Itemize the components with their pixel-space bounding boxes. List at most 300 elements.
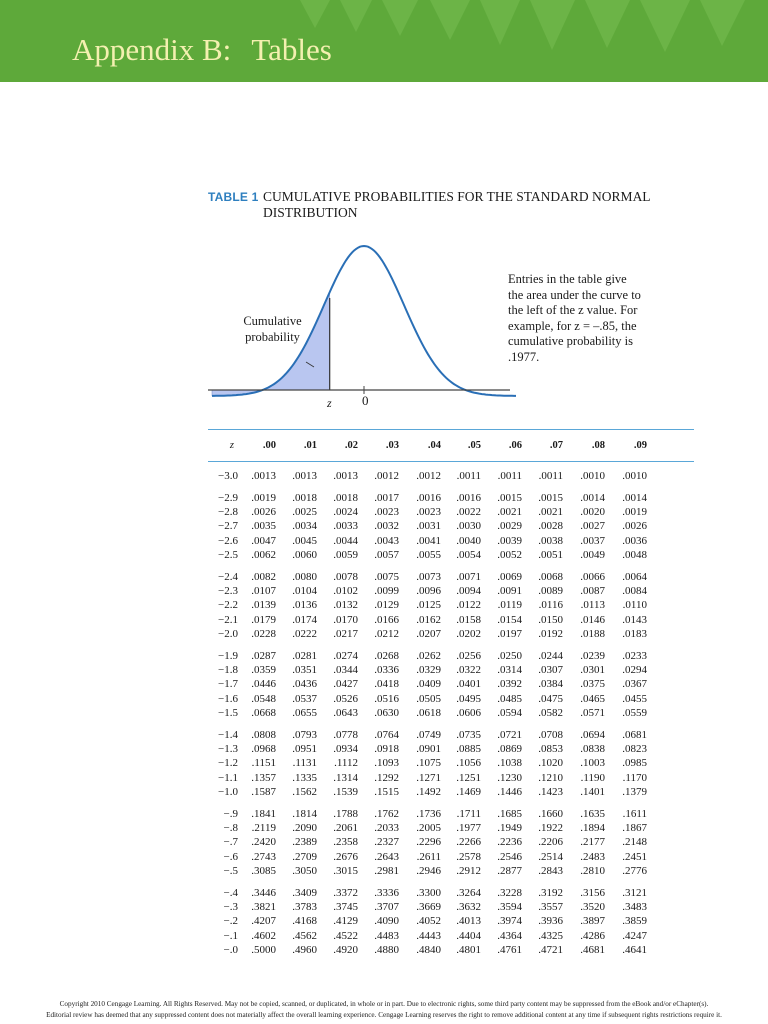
column-header: .09 <box>633 440 647 451</box>
table-cell: .1401 <box>580 785 605 798</box>
table-cell: .0012 <box>374 470 399 482</box>
table-cell: .0011 <box>538 470 563 482</box>
table-cell: .2420 <box>251 836 276 849</box>
table-cell: .0985 <box>622 757 647 770</box>
table-z-value: −.8 <box>223 822 238 835</box>
table-cell: .3015 <box>333 864 358 877</box>
table-cell: .0392 <box>497 678 522 691</box>
table-cell: .0038 <box>538 534 563 547</box>
table-z-value: −2.6 <box>218 534 238 547</box>
table-cell: .3974 <box>497 915 522 928</box>
table-row <box>208 930 694 943</box>
table-cell: .3669 <box>416 901 441 914</box>
table-cell: .4013 <box>456 915 481 928</box>
table-row <box>208 549 694 562</box>
table-cell: .0020 <box>580 506 605 519</box>
table-cell: .0192 <box>538 627 563 640</box>
table-cell: .3372 <box>333 887 358 899</box>
table-cell: .0013 <box>333 470 358 482</box>
table-cell: .1949 <box>497 822 522 835</box>
table-cell: .0901 <box>416 743 441 756</box>
table-cell: .0014 <box>580 492 605 504</box>
table-cell: .1131 <box>292 757 317 770</box>
table-row <box>208 757 694 770</box>
table-cell: .2005 <box>416 822 441 835</box>
table-cell: .3520 <box>580 901 605 914</box>
table-row <box>208 743 694 756</box>
table-cell: .1635 <box>580 808 605 820</box>
copyright-footer <box>0 999 768 1021</box>
table-cell: .0808 <box>251 729 276 741</box>
table-cell: .0021 <box>497 506 522 519</box>
table-cell: .4168 <box>292 915 317 928</box>
table-row <box>208 678 694 691</box>
table-cell: .0228 <box>251 627 276 640</box>
table-cell: .0011 <box>456 470 481 482</box>
table-cell: .0047 <box>251 534 276 547</box>
table-cell: .0571 <box>580 706 605 719</box>
table-cell: .0013 <box>251 470 276 482</box>
table-cell: .0044 <box>333 534 358 547</box>
table-cell: .0087 <box>580 585 605 598</box>
table-z-value: −2.4 <box>218 571 238 583</box>
table-row <box>208 470 694 483</box>
table-cell: .3409 <box>292 887 317 899</box>
table-row <box>208 571 694 584</box>
table-row <box>208 729 694 742</box>
table-z-value: −2.8 <box>218 506 238 519</box>
table-cell: .0188 <box>580 627 605 640</box>
appendix-label: Appendix B: <box>72 32 232 67</box>
table-cell: .1515 <box>374 785 399 798</box>
table-cell: .4602 <box>251 929 276 942</box>
table-z-value: −2.5 <box>218 548 238 561</box>
table-cell: .0427 <box>333 678 358 691</box>
table-z-value: −1.6 <box>218 692 238 705</box>
table-top-rule <box>208 429 694 430</box>
table-cell: .0026 <box>622 520 647 533</box>
table-row <box>208 614 694 627</box>
table-explanation: Entries in the table give the area under the curve to the left of the z value. For example, for z = –.85, the cumulative probability is .1977. <box>508 272 641 364</box>
table-cell: .0033 <box>333 520 358 533</box>
table-cell: .0071 <box>456 571 481 583</box>
table-cell: .0250 <box>497 650 522 662</box>
table-row <box>208 915 694 928</box>
table-cell: .0039 <box>497 534 522 547</box>
table-z-value: −1.2 <box>218 757 238 770</box>
table-cell: .1788 <box>333 808 358 820</box>
appendix-title: Tables <box>251 32 332 67</box>
table-cell: .1093 <box>374 757 399 770</box>
table-cell: .1977 <box>456 822 481 835</box>
table-cell: .0139 <box>251 599 276 612</box>
table-z-value: −1.0 <box>218 785 238 798</box>
table-cell: .0122 <box>456 599 481 612</box>
table-cell: .0329 <box>416 664 441 677</box>
table-row <box>208 520 694 533</box>
table-cell: .0537 <box>292 692 317 705</box>
table-z-value: −.0 <box>223 943 238 956</box>
table-z-value: −2.0 <box>218 627 238 640</box>
table-row <box>208 707 694 720</box>
table-cell: .0606 <box>456 706 481 719</box>
table-cell: .0359 <box>251 664 276 677</box>
column-header: .02 <box>344 440 358 451</box>
table-cell: .0764 <box>374 729 399 741</box>
table-cell: .4761 <box>497 943 522 956</box>
table-cell: .0080 <box>292 571 317 583</box>
table-cell: .0040 <box>456 534 481 547</box>
table-cell: .2676 <box>333 850 358 863</box>
table-cell: .0064 <box>622 571 647 583</box>
table-cell: .0735 <box>456 729 481 741</box>
table-cell: .2451 <box>622 850 647 863</box>
table-cell: .0505 <box>416 692 441 705</box>
table-cell: .0143 <box>622 613 647 626</box>
table-cell: .0344 <box>333 664 358 677</box>
table-cell: .0485 <box>497 692 522 705</box>
table-z-value: −1.3 <box>218 743 238 756</box>
table-cell: .0262 <box>416 650 441 662</box>
table-cell: .0116 <box>538 599 563 612</box>
table-cell: .3156 <box>580 887 605 899</box>
table-cell: .0655 <box>292 706 317 719</box>
table-cell: .2296 <box>416 836 441 849</box>
table-cell: .0073 <box>416 571 441 583</box>
table-cell: .0104 <box>292 585 317 598</box>
column-header: .03 <box>385 440 399 451</box>
table-cell: .0268 <box>374 650 399 662</box>
table-cell: .2514 <box>538 850 563 863</box>
table-z-value: −1.4 <box>218 729 238 741</box>
table-cell: .0594 <box>497 706 522 719</box>
table-cell: .1814 <box>292 808 317 820</box>
table-cell: .0217 <box>333 627 358 640</box>
table-cell: .0084 <box>622 585 647 598</box>
table-cell: .0146 <box>580 613 605 626</box>
table-cell: .0150 <box>538 613 563 626</box>
table-row <box>208 535 694 548</box>
table-cell: .2946 <box>416 864 441 877</box>
table-cell: .0018 <box>333 492 358 504</box>
table-cell: .0934 <box>333 743 358 756</box>
table-cell: .2877 <box>497 864 522 877</box>
table-z-value: −1.1 <box>218 771 238 784</box>
table-cell: .0495 <box>456 692 481 705</box>
table-cell: .0694 <box>580 729 605 741</box>
table-cell: .0011 <box>497 470 522 482</box>
table-cell: .0068 <box>538 571 563 583</box>
table-cell: .0708 <box>538 729 563 741</box>
table-cell: .0016 <box>456 492 481 504</box>
table-cell: .0548 <box>251 692 276 705</box>
table-cell: .0197 <box>497 627 522 640</box>
table-z-value: −1.5 <box>218 706 238 719</box>
table-cell: .4443 <box>416 929 441 942</box>
table-z-value: −.5 <box>223 864 238 877</box>
table-cell: .2090 <box>292 822 317 835</box>
table-cell: .0024 <box>333 506 358 519</box>
table-cell: .0294 <box>622 664 647 677</box>
table-cell: .0078 <box>333 571 358 583</box>
table-z-value: −.9 <box>223 808 238 820</box>
table-cell: .0446 <box>251 678 276 691</box>
table-row <box>208 944 694 957</box>
table-z-value: −2.3 <box>218 585 238 598</box>
table-cell: .0125 <box>416 599 441 612</box>
table-cell: .0375 <box>580 678 605 691</box>
table-cell: .1210 <box>538 771 563 784</box>
table-cell: .0202 <box>456 627 481 640</box>
table-cell: .0749 <box>416 729 441 741</box>
table-cell: .2148 <box>622 836 647 849</box>
table-cell: .0031 <box>416 520 441 533</box>
table-cell: .0136 <box>292 599 317 612</box>
table-cell: .0322 <box>456 664 481 677</box>
table-cell: .1894 <box>580 822 605 835</box>
table-cell: .0307 <box>538 664 563 677</box>
table-cell: .2981 <box>374 864 399 877</box>
table-cell: .3783 <box>292 901 317 914</box>
table-cell: .0015 <box>497 492 522 504</box>
table-z-value: −.2 <box>223 915 238 928</box>
table-z-value: −.3 <box>223 901 238 914</box>
table-cell: .2611 <box>416 850 441 863</box>
table-cell: .1038 <box>497 757 522 770</box>
table-cell: .0052 <box>497 548 522 561</box>
table-cell: .0274 <box>333 650 358 662</box>
table-cell: .1539 <box>333 785 358 798</box>
table-row <box>208 786 694 799</box>
table-cell: .3121 <box>622 887 647 899</box>
table-cell: .1314 <box>333 771 358 784</box>
table-cell: .1711 <box>456 808 481 820</box>
table-cell: .0885 <box>456 743 481 756</box>
table-z-value: −.7 <box>223 836 238 849</box>
table-cell: .0069 <box>497 571 522 583</box>
table-cell: .0233 <box>622 650 647 662</box>
table-cell: .1292 <box>374 771 399 784</box>
table-cell: .4247 <box>622 929 647 942</box>
table-cell: .3264 <box>456 887 481 899</box>
table-cell: .3707 <box>374 901 399 914</box>
table-cell: .0778 <box>333 729 358 741</box>
table-cell: .3050 <box>292 864 317 877</box>
table-cell: .0059 <box>333 548 358 561</box>
table-row <box>208 506 694 519</box>
table-cell: .0170 <box>333 613 358 626</box>
table-cell: .4880 <box>374 943 399 956</box>
table-cell: .0016 <box>416 492 441 504</box>
table-number: TABLE 1 <box>208 190 259 204</box>
table-cell: .0017 <box>374 492 399 504</box>
table-cell: .0062 <box>251 548 276 561</box>
table-cell: .0643 <box>333 706 358 719</box>
table-cell: .1251 <box>456 771 481 784</box>
table-cell: .4052 <box>416 915 441 928</box>
table-cell: .2810 <box>580 864 605 877</box>
table-cell: .0465 <box>580 692 605 705</box>
table-cell: .0014 <box>622 492 647 504</box>
table-cell: .0256 <box>456 650 481 662</box>
table-cell: .0409 <box>416 678 441 691</box>
table-cell: .0041 <box>416 534 441 547</box>
table-row <box>208 836 694 849</box>
table-row <box>208 664 694 677</box>
table-cell: .0721 <box>497 729 522 741</box>
column-header: .07 <box>549 440 563 451</box>
cumulative-probability-label: Cumulative probability <box>243 314 302 344</box>
table-cell: .0019 <box>251 492 276 504</box>
table-cell: .0207 <box>416 627 441 640</box>
table-cell: .1112 <box>334 757 358 770</box>
table-cell: .1423 <box>538 785 563 798</box>
table-cell: .1335 <box>292 771 317 784</box>
table-cell: .4286 <box>580 929 605 942</box>
table-cell: .0110 <box>622 599 647 612</box>
column-header: .00 <box>262 440 276 451</box>
table-cell: .4522 <box>333 929 358 942</box>
table-cell: .0455 <box>622 692 647 705</box>
table-cell: .4129 <box>333 915 358 928</box>
table-cell: .0869 <box>497 743 522 756</box>
table-row <box>208 808 694 821</box>
table-row <box>208 650 694 663</box>
table-cell: .0089 <box>538 585 563 598</box>
table-cell: .0091 <box>497 585 522 598</box>
table-cell: .0158 <box>456 613 481 626</box>
table-cell: .0057 <box>374 548 399 561</box>
table-cell: .4721 <box>538 943 563 956</box>
table-row <box>208 772 694 785</box>
table-cell: .2119 <box>251 822 276 835</box>
table-cell: .2578 <box>456 850 481 863</box>
table-cell: .1020 <box>538 757 563 770</box>
table-header-row <box>208 440 694 453</box>
table-cell: .0035 <box>251 520 276 533</box>
table-cell: .0162 <box>416 613 441 626</box>
table-cell: .0853 <box>538 743 563 756</box>
table-row <box>208 901 694 914</box>
table-cell: .0107 <box>251 585 276 598</box>
table-cell: .0055 <box>416 548 441 561</box>
copyright-line-2: Editorial review has deemed that any suppressed content does not materially affect the overall learning experience. Cengage Learning reserves the right to remove additional content at any time if subsequent rights restrictions require it. <box>46 1011 722 1019</box>
table-cell: .4090 <box>374 915 399 928</box>
table-cell: .0037 <box>580 534 605 547</box>
z-axis-label: z <box>327 396 332 410</box>
table-cell: .3228 <box>497 887 522 899</box>
table-z-value: −1.8 <box>218 664 238 677</box>
table-cell: .4641 <box>622 943 647 956</box>
table-cell: .3594 <box>497 901 522 914</box>
table-cell: .1170 <box>622 771 647 784</box>
table-cell: .0060 <box>292 548 317 561</box>
table-row <box>208 585 694 598</box>
table-cell: .4801 <box>456 943 481 956</box>
table-cell: .0102 <box>333 585 358 598</box>
table-cell: .0025 <box>292 506 317 519</box>
table-cell: .1151 <box>251 757 276 770</box>
table-cell: .0094 <box>456 585 481 598</box>
table-cell: .0475 <box>538 692 563 705</box>
table-cell: .2709 <box>292 850 317 863</box>
table-z-value: −1.7 <box>218 678 238 691</box>
table-row <box>208 693 694 706</box>
table-cell: .0516 <box>374 692 399 705</box>
table-cell: .3859 <box>622 915 647 928</box>
table-row <box>208 865 694 878</box>
table-cell: .0166 <box>374 613 399 626</box>
table-cell: .0668 <box>251 706 276 719</box>
table-cell: .1003 <box>580 757 605 770</box>
table-cell: .3897 <box>580 915 605 928</box>
table-cell: .0179 <box>251 613 276 626</box>
table-cell: .4483 <box>374 929 399 942</box>
table-cell: .0630 <box>374 706 399 719</box>
table-cell: .1762 <box>374 808 399 820</box>
table-cell: .0968 <box>251 743 276 756</box>
table-cell: .0351 <box>292 664 317 677</box>
table-cell: .1271 <box>416 771 441 784</box>
table-cell: .2206 <box>538 836 563 849</box>
table-cell: .0244 <box>538 650 563 662</box>
table-cell: .0049 <box>580 548 605 561</box>
table-cell: .3300 <box>416 887 441 899</box>
table-cell: .3557 <box>538 901 563 914</box>
table-cell: .0281 <box>292 650 317 662</box>
table-cell: .2266 <box>456 836 481 849</box>
table-z-value: −1.9 <box>218 650 238 662</box>
table-cell: .2912 <box>456 864 481 877</box>
table-cell: .3085 <box>251 864 276 877</box>
column-header: .01 <box>303 440 317 451</box>
table-z-value: −2.2 <box>218 599 238 612</box>
table-cell: .2327 <box>374 836 399 849</box>
table-cell: .4562 <box>292 929 317 942</box>
column-header: .04 <box>427 440 441 451</box>
table-cell: .2643 <box>374 850 399 863</box>
table-cell: .2033 <box>374 822 399 835</box>
table-row <box>208 851 694 864</box>
table-cell: .4960 <box>292 943 317 956</box>
table-cell: .0129 <box>374 599 399 612</box>
table-z-value: −2.9 <box>218 492 238 504</box>
table-row <box>208 492 694 505</box>
table-cell: .3483 <box>622 901 647 914</box>
table-cell: .0119 <box>497 599 522 612</box>
table-cell: .4681 <box>580 943 605 956</box>
table-cell: .0113 <box>580 599 605 612</box>
table-cell: .0401 <box>456 678 481 691</box>
table-cell: .0066 <box>580 571 605 583</box>
table-cell: .3632 <box>456 901 481 914</box>
table-cell: .0023 <box>374 506 399 519</box>
table-cell: .0436 <box>292 678 317 691</box>
table-cell: .1685 <box>497 808 522 820</box>
table-cell: .0222 <box>292 627 317 640</box>
table-z-value: −.4 <box>223 887 238 899</box>
table-cell: .0015 <box>538 492 563 504</box>
table-cell: .2483 <box>580 850 605 863</box>
table-cell: .1230 <box>497 771 522 784</box>
table-cell: .0082 <box>251 571 276 583</box>
table-cell: .0951 <box>292 743 317 756</box>
table-cell: .0132 <box>333 599 358 612</box>
table-cell: .0018 <box>292 492 317 504</box>
table-cell: .1357 <box>251 771 276 784</box>
table-cell: .0010 <box>580 470 605 482</box>
table-cell: .0838 <box>580 743 605 756</box>
